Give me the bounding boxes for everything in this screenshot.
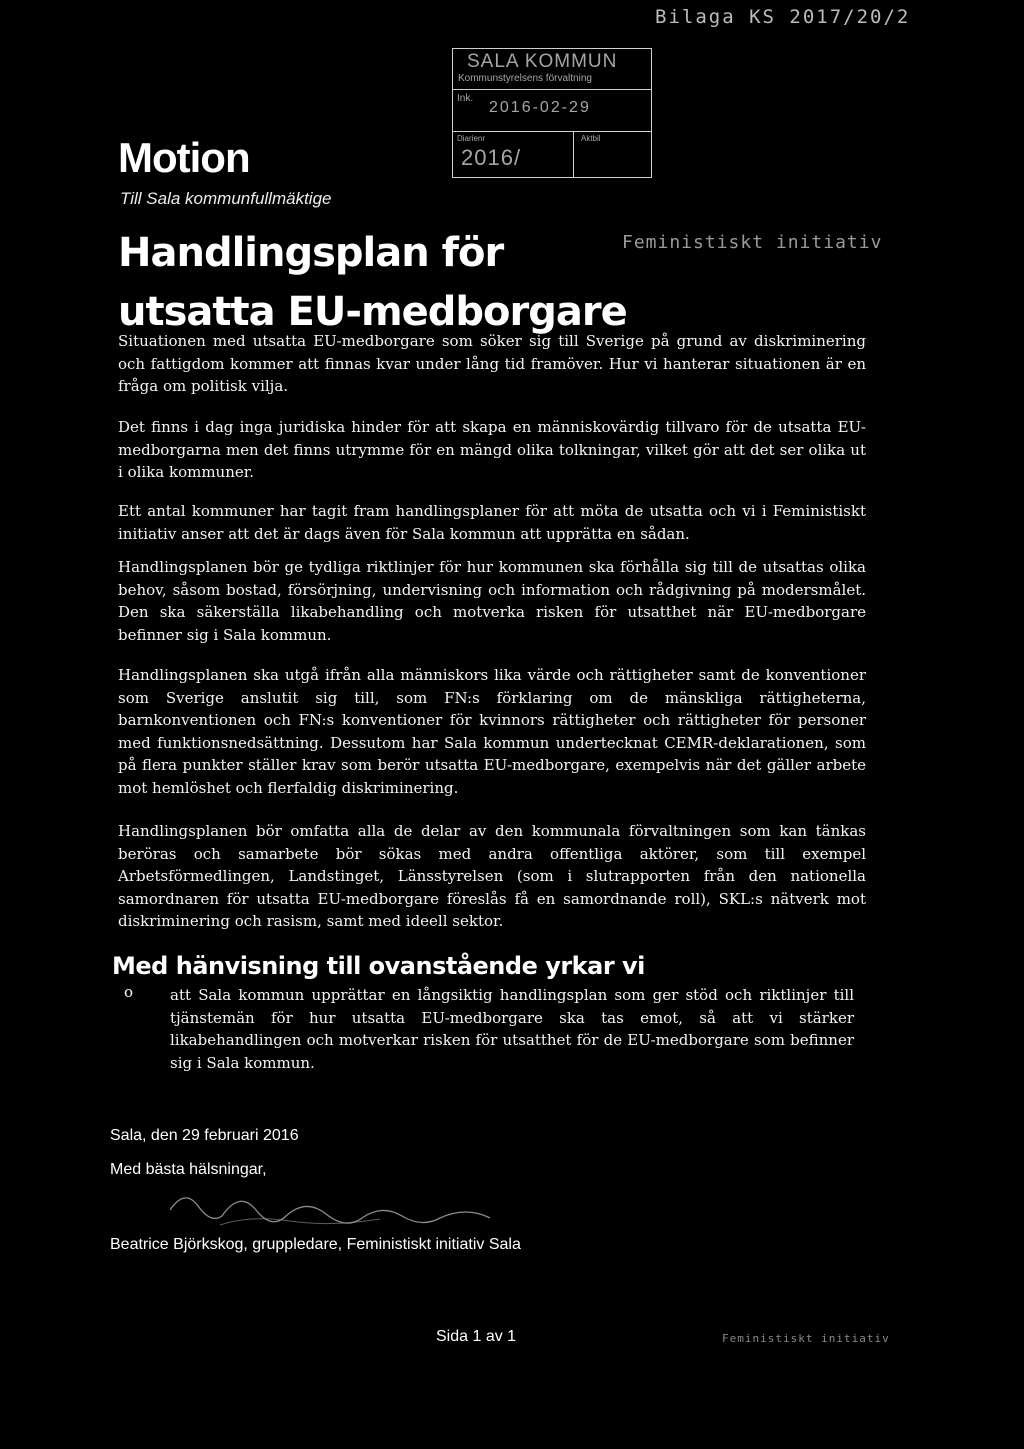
bilaga-reference: Bilaga KS 2017/20/2	[655, 6, 911, 28]
signer-name: Beatrice Björkskog, gruppledare, Feministiskt initiativ Sala	[110, 1236, 521, 1253]
recipient-subtitle: Till Sala kommunfullmäktige	[120, 189, 332, 208]
party-logo: Feministiskt initiativ	[622, 232, 883, 253]
bullet-marker: o	[124, 983, 134, 1001]
motion-heading-line-1: Handlingsplan för	[118, 230, 504, 276]
demand-heading: Med hänvisning till ovanstående yrkar vi	[112, 952, 645, 980]
stamp-dnr-value: 2016/	[461, 145, 522, 170]
paragraph-2: Det finns i dag inga juridiska hinder för att skapa en människovärdig tillvaro för de utsatta EU-medborgarna men det finns utrymme för en mängd olika tolkningar, vilket gör att det ser olika ut i olika kommuner.	[118, 418, 866, 481]
footer-party-logo: Feministiskt initiativ	[722, 1332, 890, 1345]
signing-date: Sala, den 29 februari 2016	[110, 1127, 299, 1144]
handwritten-signature	[110, 1180, 580, 1238]
demand-item: att Sala kommun upprättar en långsiktig handlingsplan som ger stöd och riktlinjer till tjänstemän för hur utsatta EU-medborgare ska tas emot, så att vi stärker likabehandlingen och motverkar risken för utsatthet för de EU-medborgare som befinner sig i Sala kommun.	[170, 986, 854, 1072]
motion-heading	[118, 224, 627, 342]
stamp-org: SALA KOMMUN	[467, 51, 618, 72]
motion-heading-line-2: utsatta EU-medborgare	[118, 289, 627, 335]
stamp-ink-date: 2016-02-29	[489, 99, 591, 116]
stamp-aktbil-label: Aktbil	[581, 134, 601, 143]
paragraph-6: Handlingsplanen bör omfatta alla de delar av den kommunala förvaltningen som kan tänkas beröras och samarbete bör sökas med andra offentliga aktörer, som till exempel Arbetsförmedlingen, Landstinget, Länsstyrelsen (som i slutrapporten från den nationella samordnaren för utsatta EU-medborgare föreslås få en samordnande roll), SKL:s nätverk mot diskriminering och rasism, samt med ideell sektor.	[118, 822, 866, 930]
paragraph-1: Situationen med utsatta EU-medborgare som söker sig till Sverige på grund av diskriminering och fattigdom kommer att finnas kvar under lång tid framöver. Hur vi hanterar situationen är en fråga om politisk vilja.	[118, 332, 866, 395]
stamp-dnr-label: Diarienr	[457, 134, 486, 143]
document-title: Motion	[118, 134, 250, 181]
stamp-dept: Kommunstyrelsens förvaltning	[458, 73, 592, 84]
paragraph-4: Handlingsplanen bör ge tydliga riktlinjer för hur kommunen ska förhålla sig till de utsattas olika behov, såsom bostad, försörjning, undervisning och information och rådgivning på modersmålet. Den ska säkerställa likabehandling och motverka risken för utsatthet när EU-medborgare befinner sig i Sala kommun.	[118, 558, 866, 644]
paragraph-3: Ett antal kommuner har tagit fram handlingsplaner för att möta de utsatta och vi i Feministiskt initiativ anser att det är dags även för Sala kommun att upprätta en sådan.	[118, 502, 866, 543]
greeting: Med bästa hälsningar,	[110, 1161, 267, 1178]
page-number: Sida 1 av 1	[436, 1328, 517, 1345]
paragraph-5: Handlingsplanen ska utgå ifrån alla människors lika värde och rättigheter samt de konventioner som Sverige anslutit sig till, som FN:s förklaring om de mänskliga rättigheterna, barnkonventionen och FN:s konventioner för kvinnors rättigheter och rättigheter för personer med funktionsnedsättning. Dessutom har Sala kommun undertecknat CEMR-deklarationen, som på flera punkter ställer krav som berör utsatta EU-medborgare, exempelvis när det gäller arbete mot hemlöshet och flerfaldig diskriminering.	[118, 666, 866, 797]
registration-stamp	[452, 48, 652, 178]
stamp-ink-label: Ink.	[457, 93, 474, 104]
